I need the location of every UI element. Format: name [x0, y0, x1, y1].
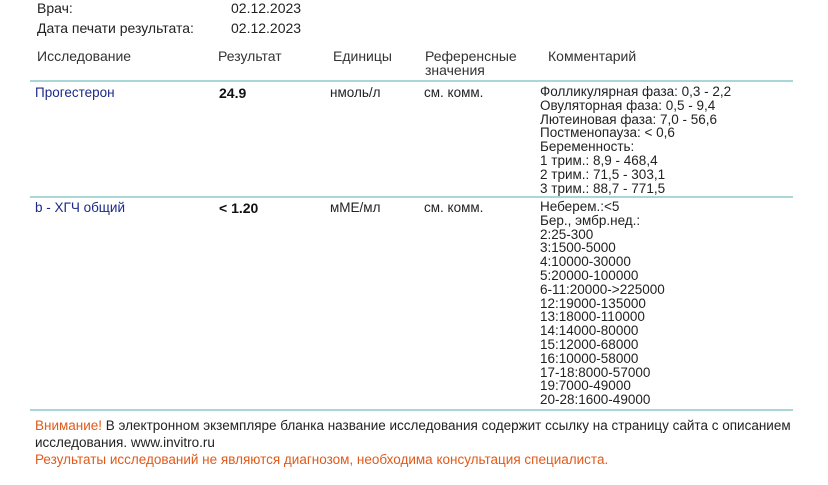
warning-label: Внимание! — [35, 418, 103, 433]
doctor-label: Врач: — [37, 0, 73, 16]
header-test: Исследование — [37, 48, 132, 64]
comment-line: Фолликулярная фаза: 0,3 - 2,2 — [540, 84, 732, 99]
table-bottom-rule — [30, 409, 793, 411]
comment-line: 6-11:20000->225000 — [540, 281, 665, 297]
comment-line: 12:19000-135000 — [540, 295, 646, 311]
comment-line: Бер., эмбр.нед.: — [540, 212, 641, 228]
comment-line: 2 трим.: 71,5 - 303,1 — [540, 166, 666, 182]
comment-line: 16:10000-58000 — [540, 350, 639, 366]
units-hcg: мМЕ/мл — [330, 200, 381, 215]
disclaimer: Результаты исследований не являются диагнозом, необходима консультация специалиста. — [35, 452, 609, 467]
warning-text-line2[interactable]: исследования. www.invitro.ru — [35, 435, 215, 450]
comment-line: 5:20000-100000 — [540, 267, 639, 283]
test-name-progesterone[interactable]: Прогестерон — [35, 85, 115, 100]
warning-text: В электронном экземпляре бланка название исследования содержит ссылку на страницу сайта с описанием — [102, 418, 791, 433]
comment-line: Неберем.:<5 — [540, 199, 620, 214]
comment-line: 19:7000-49000 — [540, 378, 631, 394]
header-result: Результат — [218, 48, 282, 64]
comment-line: 13:18000-110000 — [540, 309, 645, 325]
reference-progesterone: см. комм. — [424, 85, 484, 100]
footer-warning — [35, 418, 791, 433]
comment-line: 14:14000-80000 — [540, 323, 639, 339]
row-rule — [30, 196, 793, 198]
comment-line: 2:25-300 — [540, 226, 594, 242]
header-comment: Комментарий — [548, 48, 637, 64]
print-date-label: Дата печати результата: — [37, 20, 194, 36]
comment-line: Лютеиновая фаза: 7,0 - 56,6 — [540, 111, 718, 127]
comment-line: 17-18:8000-57000 — [540, 364, 651, 380]
header-reference-line1: Референсные — [425, 48, 517, 64]
result-hcg: < 1.20 — [219, 200, 259, 216]
comment-line: 3 трим.: 88,7 - 771,5 — [540, 180, 666, 196]
comment-line: 4:10000-30000 — [540, 254, 631, 270]
comment-line: 20-28:1600-49000 — [540, 392, 651, 408]
comment-hcg — [540, 200, 665, 407]
comment-line: 1 трим.: 8,9 - 468,4 — [540, 152, 658, 168]
doctor-value: 02.12.2023 — [231, 0, 302, 16]
result-progesterone: 24.9 — [219, 85, 247, 101]
header-reference — [425, 48, 517, 78]
comment-line: 15:12000-68000 — [540, 336, 639, 352]
header-units: Единицы — [333, 48, 392, 64]
reference-hcg: см. комм. — [424, 200, 484, 215]
comment-line: Овуляторная фаза: 0,5 - 9,4 — [540, 97, 716, 113]
comment-line: Беременность: — [540, 139, 635, 155]
print-date-value: 02.12.2023 — [231, 20, 302, 36]
header-rule — [30, 80, 793, 82]
comment-line: 3:1500-5000 — [540, 240, 616, 256]
test-name-hcg[interactable]: b - ХГЧ общий — [35, 200, 125, 215]
comment-progesterone — [540, 85, 731, 195]
comment-line: Постменопауза: < 0,6 — [540, 125, 675, 141]
header-reference-line2: значения — [425, 62, 485, 78]
units-progesterone: нмоль/л — [330, 85, 381, 100]
